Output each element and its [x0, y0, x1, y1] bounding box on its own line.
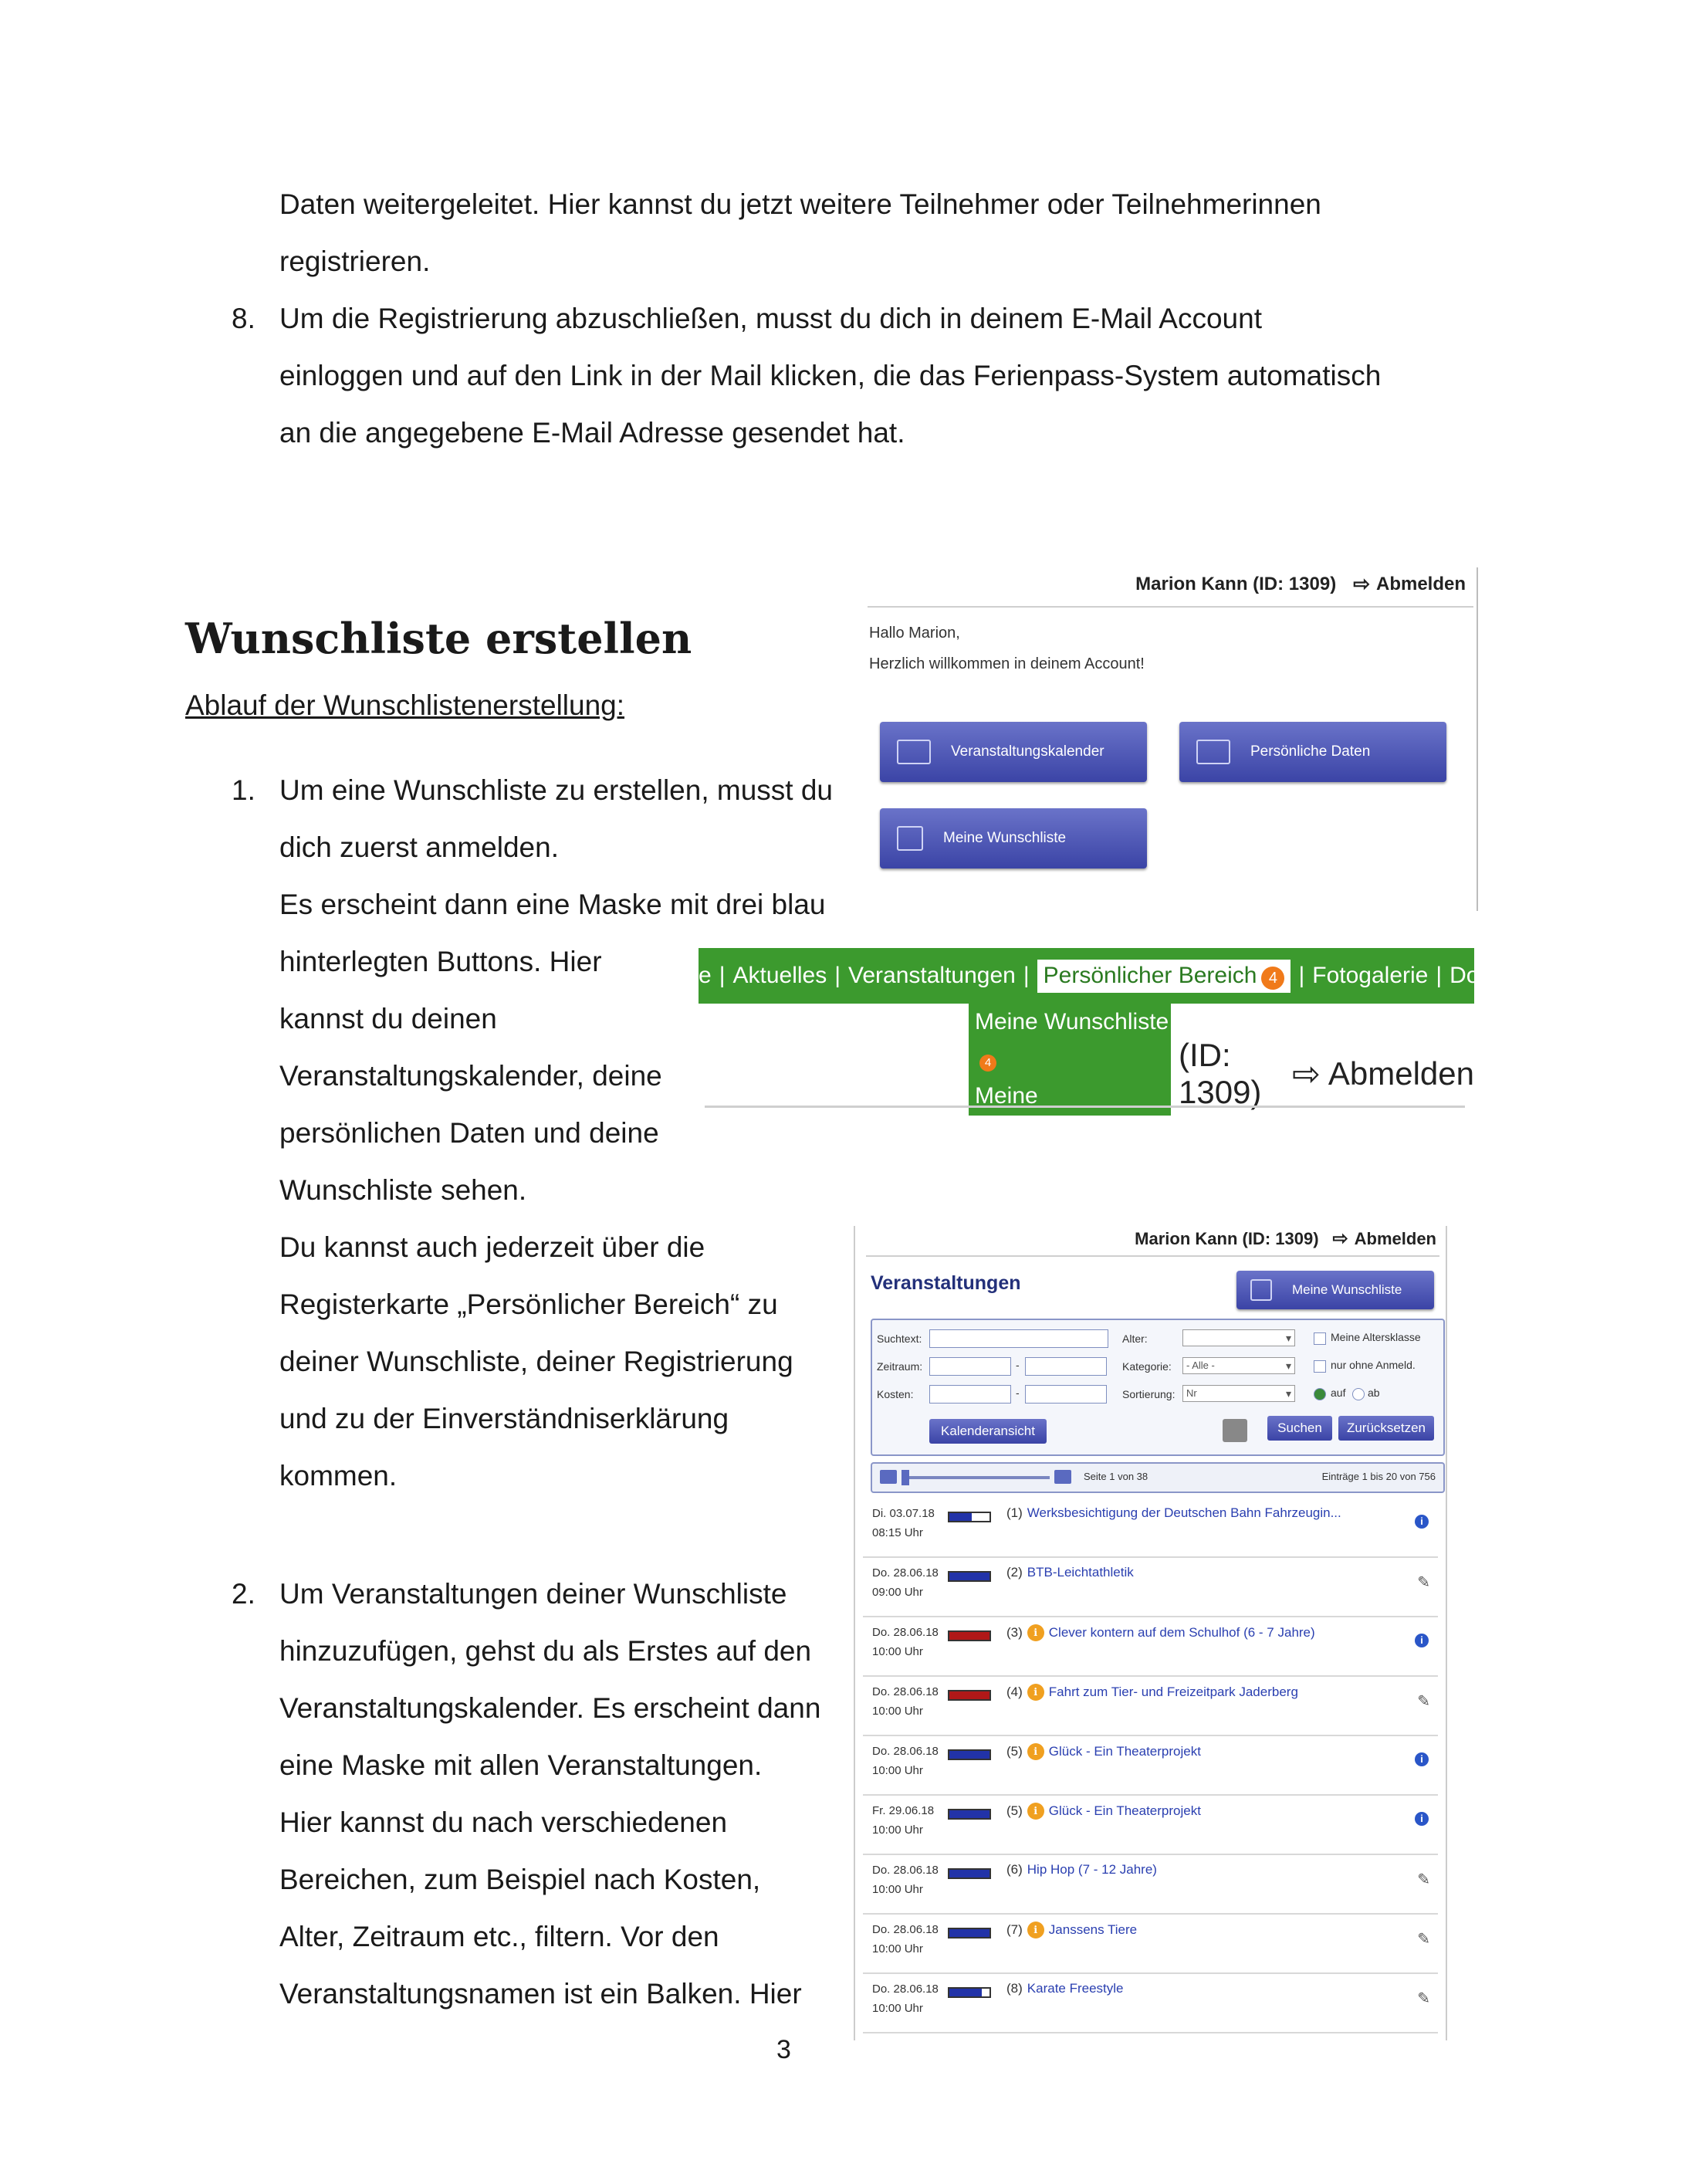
- chevron-right-icon[interactable]: [1054, 1470, 1071, 1484]
- cost-from-input[interactable]: [929, 1385, 1011, 1404]
- event-date-text: Do. 28.06.18: [872, 1864, 939, 1877]
- event-title-text: Werksbesichtigung der Deutschen Bahn Fahrzeugin...: [1027, 1505, 1341, 1520]
- user-name: Marion Kann (ID: 1309): [1135, 1228, 1319, 1248]
- availability-fill: [949, 1929, 989, 1937]
- event-title-text: BTB-Leichtathletik: [1027, 1565, 1134, 1580]
- status-badge-icon: ℹ: [1027, 1922, 1044, 1939]
- event-date: [872, 1682, 939, 1721]
- text-line: Veranstaltungsnamen ist ein Balken. Hier: [279, 1978, 802, 2010]
- text-line: einloggen und auf den Link in der Mail klicken, die das Ferienpass-System automatisch: [279, 360, 1382, 391]
- event-date: [872, 1504, 935, 1542]
- dropdown-item-wishlist[interactable]: Meine Wunschliste 4: [975, 1004, 1171, 1078]
- availability-fill: [949, 1691, 989, 1699]
- heart-note-icon: [1250, 1279, 1272, 1301]
- asc-label: auf: [1331, 1387, 1346, 1399]
- dropdown-item-consent[interactable]: Einverständniserklärung: [975, 1157, 1223, 1183]
- text-line: Alter, Zeitraum etc., filtern. Vor den: [279, 1921, 719, 1952]
- category-select[interactable]: - Alle - ▾: [1182, 1357, 1295, 1374]
- text-line: Hier kannst du nach verschiedenen: [279, 1806, 728, 1838]
- availability-bar: [948, 1809, 991, 1820]
- event-row[interactable]: [863, 1854, 1438, 1915]
- event-time-text: 10:00 Uhr: [872, 1823, 923, 1837]
- event-date: [872, 1563, 939, 1602]
- status-badge-icon: ℹ: [1027, 1743, 1044, 1760]
- tools-icon[interactable]: ✎: [1417, 1871, 1430, 1888]
- text-line: hinterlegten Buttons. Hier: [279, 946, 602, 977]
- event-time-text: 10:00 Uhr: [872, 1942, 923, 1955]
- event-row[interactable]: [863, 1498, 1438, 1558]
- event-number: (5): [1006, 1803, 1023, 1818]
- nav-item-persoenlicher-bereich[interactable]: Persönlicher Bereich 4: [1037, 960, 1291, 993]
- event-title[interactable]: [1006, 1565, 1134, 1580]
- text-line: Um eine Wunschliste zu erstellen, musst du: [279, 774, 834, 806]
- my-age-checkbox[interactable]: [1314, 1332, 1326, 1345]
- event-time-text: 10:00 Uhr: [872, 2002, 923, 2015]
- event-number: (4): [1006, 1685, 1023, 1699]
- personal-data-button-label: Persönliche Daten: [1250, 743, 1371, 760]
- event-title-text: Fahrt zum Tier- und Freizeitpark Jaderberg: [1048, 1685, 1298, 1699]
- event-title[interactable]: [1006, 1922, 1137, 1939]
- print-icon[interactable]: [1223, 1419, 1247, 1442]
- age-label: Alter:: [1122, 1332, 1148, 1345]
- account-screenshot: [863, 567, 1478, 911]
- nav-item-partial[interactable]: e: [699, 963, 712, 988]
- no-registration-checkbox[interactable]: [1314, 1360, 1326, 1373]
- count-badge: 4: [1261, 967, 1284, 990]
- event-date-text: Do. 28.06.18: [872, 1745, 939, 1758]
- event-time-text: 10:00 Uhr: [872, 1645, 923, 1658]
- tools-icon[interactable]: ✎: [1417, 1931, 1430, 1948]
- divider: [705, 1106, 1465, 1108]
- logout-link[interactable]: Abmelden: [1328, 1055, 1474, 1092]
- divider: [868, 606, 1473, 608]
- availability-fill: [949, 1870, 989, 1878]
- age-select[interactable]: [1182, 1329, 1295, 1346]
- event-time-text: 10:00 Uhr: [872, 1705, 923, 1718]
- text-line: Du kannst auch jederzeit über die: [279, 1231, 705, 1263]
- event-date-text: Do. 28.06.18: [872, 1566, 939, 1580]
- availability-fill: [949, 1632, 989, 1640]
- text-line: hinzuzufügen, gehst du als Erstes auf den: [279, 1635, 812, 1667]
- event-row[interactable]: [863, 1914, 1438, 1974]
- event-title[interactable]: [1006, 1803, 1201, 1820]
- event-title[interactable]: [1006, 1743, 1201, 1760]
- nav-items: e | Aktuelles | Veranstaltungen | Persönlicher Bereich 4 | Fotogalerie | Downloads | Kontakt ▸|: [699, 948, 1688, 1004]
- event-date: [872, 1979, 939, 2018]
- desc-label: ab: [1368, 1387, 1380, 1399]
- no-registration-label: nur ohne Anmeld.: [1331, 1359, 1416, 1371]
- calendar-view-button[interactable]: Kalenderansicht: [929, 1419, 1047, 1444]
- event-time-text: 10:00 Uhr: [872, 1764, 923, 1777]
- event-number: (8): [1006, 1981, 1023, 1996]
- calendar-button[interactable]: [880, 722, 1147, 782]
- text-line: registrieren.: [279, 245, 431, 277]
- info-icon[interactable]: i: [1415, 1634, 1429, 1647]
- availability-bar: [948, 1512, 991, 1522]
- availability-bar: [948, 1571, 991, 1582]
- availability-fill: [949, 1989, 982, 1996]
- event-date: [872, 1742, 939, 1780]
- availability-fill: [949, 1573, 989, 1580]
- event-time-text: 10:00 Uhr: [872, 1883, 923, 1896]
- cost-label: Kosten:: [877, 1388, 914, 1400]
- event-row[interactable]: [863, 1557, 1438, 1617]
- cost-to-input[interactable]: [1025, 1385, 1107, 1404]
- calendar-button-label: Veranstaltungskalender: [951, 743, 1104, 760]
- event-time-text: 08:15 Uhr: [872, 1526, 923, 1539]
- personal-data-button[interactable]: [1179, 722, 1446, 782]
- event-date-text: Do. 28.06.18: [872, 1626, 939, 1639]
- event-date: [872, 1861, 939, 1899]
- event-title-text: Clever kontern auf dem Schulhof (6 - 7 Jahre): [1048, 1625, 1315, 1640]
- event-title-text: Karate Freestyle: [1027, 1981, 1124, 1996]
- text-line: eine Maske mit allen Veranstaltungen.: [279, 1749, 763, 1781]
- event-number: (1): [1006, 1505, 1023, 1520]
- event-row[interactable]: [863, 1795, 1438, 1855]
- event-row[interactable]: [863, 1735, 1438, 1796]
- event-title-text: Glück - Ein Theaterprojekt: [1048, 1803, 1201, 1818]
- event-date: [872, 1623, 939, 1661]
- nav-screenshot: [699, 948, 1688, 1183]
- event-date-text: Do. 28.06.18: [872, 1685, 939, 1698]
- search-input[interactable]: [929, 1329, 1108, 1348]
- text-line: und zu der Einverständniserklärung: [279, 1403, 729, 1434]
- text-line: Bereichen, zum Beispiel nach Kosten,: [279, 1864, 761, 1895]
- count-badge: 4: [979, 1055, 996, 1072]
- sort-label: Sortierung:: [1122, 1388, 1176, 1400]
- intro-text: [279, 176, 1321, 290]
- divider: [866, 1255, 1439, 1257]
- text-line: persönlichen Daten und deine: [279, 1117, 659, 1149]
- logout-link[interactable]: Abmelden: [1375, 573, 1466, 594]
- id-card-icon: [1196, 740, 1230, 764]
- slider-handle[interactable]: [902, 1470, 909, 1485]
- wishlist-button[interactable]: [1236, 1271, 1434, 1309]
- availability-bar: [948, 1690, 991, 1701]
- category-label: Kategorie:: [1122, 1360, 1172, 1373]
- text-line: kannst du deinen: [279, 1003, 497, 1034]
- event-title[interactable]: [1006, 1862, 1157, 1878]
- account-header: [1135, 572, 1466, 596]
- event-date: [872, 1920, 939, 1959]
- event-title[interactable]: [1006, 1505, 1341, 1521]
- event-row[interactable]: [863, 1676, 1438, 1736]
- nav-item-downloads[interactable]: Downloads: [1450, 963, 1565, 988]
- nav-item-aktuelles[interactable]: Aktuelles: [732, 963, 827, 988]
- step-1-number: 1.: [232, 774, 255, 806]
- text-line: Veranstaltungskalender. Es erscheint dann: [279, 1692, 821, 1724]
- logout-link[interactable]: Abmelden: [1354, 1228, 1436, 1248]
- filter-panel: Suchtext: Zeitraum: - Kosten: - Alter: ▾ Kategorie: - Alle - ▾ Sortierung: Nr ▾ Meine Altersklasse nur ohne Anmeld. auf ab Kalenderansicht Suchen Zurücksetzen: [871, 1319, 1445, 1456]
- logout-icon[interactable]: ⇨: [1353, 572, 1370, 595]
- availability-bar: [948, 1928, 991, 1939]
- chevron-left-icon[interactable]: [880, 1470, 897, 1484]
- events-title: Veranstaltungen: [871, 1272, 1021, 1294]
- tools-icon[interactable]: ✎: [1417, 1693, 1430, 1710]
- availability-bar: [948, 1868, 991, 1879]
- text-line: kommen.: [279, 1460, 397, 1492]
- event-title[interactable]: [1006, 1684, 1298, 1701]
- availability-fill: [949, 1751, 989, 1759]
- my-age-label: Meine Altersklasse: [1331, 1331, 1421, 1343]
- dropdown-item-registration[interactable]: Meine Registrierung: [975, 1083, 1113, 1146]
- greeting: [869, 618, 1145, 679]
- page-slider[interactable]: [903, 1476, 1050, 1479]
- text-line: Um die Registrierung abzuschließen, musst du dich in deinem E-Mail Account: [279, 303, 1262, 334]
- period-label: Zeitraum:: [877, 1360, 923, 1373]
- text-line: Registerkarte „Persönlicher Bereich“ zu: [279, 1288, 778, 1320]
- text-line: an die angegebene E-Mail Adresse gesendet hat.: [279, 417, 905, 449]
- info-icon[interactable]: i: [1415, 1515, 1429, 1529]
- event-date-text: Do. 28.06.18: [872, 1923, 939, 1936]
- event-date: [872, 1801, 934, 1840]
- pagination-bar: [871, 1462, 1445, 1493]
- events-screenshot: [854, 1226, 1447, 2040]
- text-line: Um Veranstaltungen deiner Wunschliste: [279, 1578, 787, 1610]
- text-line: dich zuerst anmelden.: [279, 831, 559, 863]
- event-number: (7): [1006, 1922, 1023, 1937]
- status-badge-icon: ℹ: [1027, 1624, 1044, 1641]
- section-heading: Wunschliste erstellen: [185, 614, 692, 663]
- availability-fill: [949, 1513, 972, 1521]
- step-8-text: [279, 290, 1381, 462]
- section-subheading: Ablauf der Wunschlistenerstellung:: [185, 689, 625, 721]
- search-button[interactable]: Suchen: [1267, 1416, 1332, 1441]
- sort-select[interactable]: Nr ▾: [1182, 1385, 1295, 1402]
- event-title-text: Glück - Ein Theaterprojekt: [1048, 1744, 1201, 1759]
- event-title-text: Hip Hop (7 - 12 Jahre): [1027, 1862, 1157, 1877]
- wishlist-button-label: Meine Wunschliste: [1292, 1282, 1402, 1297]
- logout-icon[interactable]: ⇨: [1292, 1055, 1321, 1093]
- event-row[interactable]: [863, 1973, 1438, 2033]
- sort-asc-radio[interactable]: [1314, 1388, 1326, 1400]
- events-header: [1135, 1227, 1436, 1250]
- page-info: Seite 1 von 38: [1084, 1471, 1148, 1482]
- sort-desc-radio[interactable]: [1352, 1388, 1365, 1400]
- event-date-text: Di. 03.07.18: [872, 1507, 935, 1520]
- wishlist-button[interactable]: [880, 808, 1147, 869]
- event-title[interactable]: [1006, 1624, 1315, 1641]
- event-date-text: Fr. 29.06.18: [872, 1804, 935, 1817]
- status-badge-icon: ℹ: [1027, 1684, 1044, 1701]
- user-id: (ID: 1309): [1179, 1037, 1262, 1110]
- reset-button[interactable]: Zurücksetzen: [1338, 1416, 1434, 1441]
- heart-note-icon: [897, 826, 923, 851]
- text-line: Wunschliste sehen.: [279, 1174, 527, 1206]
- chevron-right-icon[interactable]: ▸|: [1670, 963, 1688, 989]
- event-number: (3): [1006, 1625, 1023, 1640]
- period-from-input[interactable]: [929, 1357, 1011, 1376]
- period-to-input[interactable]: [1025, 1357, 1107, 1376]
- info-icon[interactable]: i: [1415, 1752, 1429, 1766]
- wishlist-button-label: Meine Wunschliste: [943, 830, 1067, 846]
- page-number: 3: [776, 2035, 791, 2064]
- event-time-text: 09:00 Uhr: [872, 1586, 923, 1599]
- event-row[interactable]: [863, 1617, 1438, 1677]
- text-line: Veranstaltungskalender, deine: [279, 1060, 662, 1092]
- nav-item-fotogalerie[interactable]: Fotogalerie: [1312, 963, 1429, 988]
- step-1-text: [279, 762, 833, 1505]
- search-label: Suchtext:: [877, 1332, 922, 1345]
- list-icon: [897, 740, 931, 764]
- greeting-line-1: Hallo Marion,: [869, 625, 960, 642]
- text-line: Es erscheint dann eine Maske mit drei blau: [279, 889, 826, 920]
- logout-icon[interactable]: ⇨: [1332, 1228, 1348, 1249]
- step-2-text: [279, 1566, 820, 2023]
- event-number: (6): [1006, 1862, 1023, 1877]
- tools-icon[interactable]: ✎: [1417, 1990, 1430, 2007]
- status-badge-icon: ℹ: [1027, 1803, 1044, 1820]
- user-id-area: [1179, 1037, 1474, 1111]
- text-line: Daten weitergeleitet. Hier kannst du jetzt weitere Teilnehmer oder Teilnehmerinnen: [279, 188, 1321, 220]
- greeting-line-2: Herzlich willkommen in deinem Account!: [869, 655, 1145, 672]
- step-8-number: 8.: [232, 303, 255, 334]
- event-number: (5): [1006, 1744, 1023, 1759]
- availability-bar: [948, 1987, 991, 1998]
- event-number: (2): [1006, 1565, 1023, 1580]
- availability-bar: [948, 1749, 991, 1760]
- event-title-text: Janssens Tiere: [1048, 1922, 1138, 1937]
- text-line: deiner Wunschliste, deiner Registrierung: [279, 1346, 793, 1377]
- user-name: Marion Kann (ID: 1309): [1135, 573, 1337, 594]
- step-2-number: 2.: [232, 1578, 255, 1610]
- availability-bar: [948, 1630, 991, 1641]
- event-date-text: Do. 28.06.18: [872, 1983, 939, 1996]
- tools-icon[interactable]: ✎: [1417, 1574, 1430, 1591]
- event-title[interactable]: [1006, 1981, 1124, 1996]
- availability-fill: [949, 1810, 989, 1818]
- nav-item-veranstaltungen[interactable]: Veranstaltungen: [848, 963, 1016, 988]
- nav-item-kontakt[interactable]: Kontakt: [1585, 963, 1665, 988]
- entries-info: Einträge 1 bis 20 von 756: [1321, 1471, 1436, 1482]
- info-icon[interactable]: i: [1415, 1812, 1429, 1826]
